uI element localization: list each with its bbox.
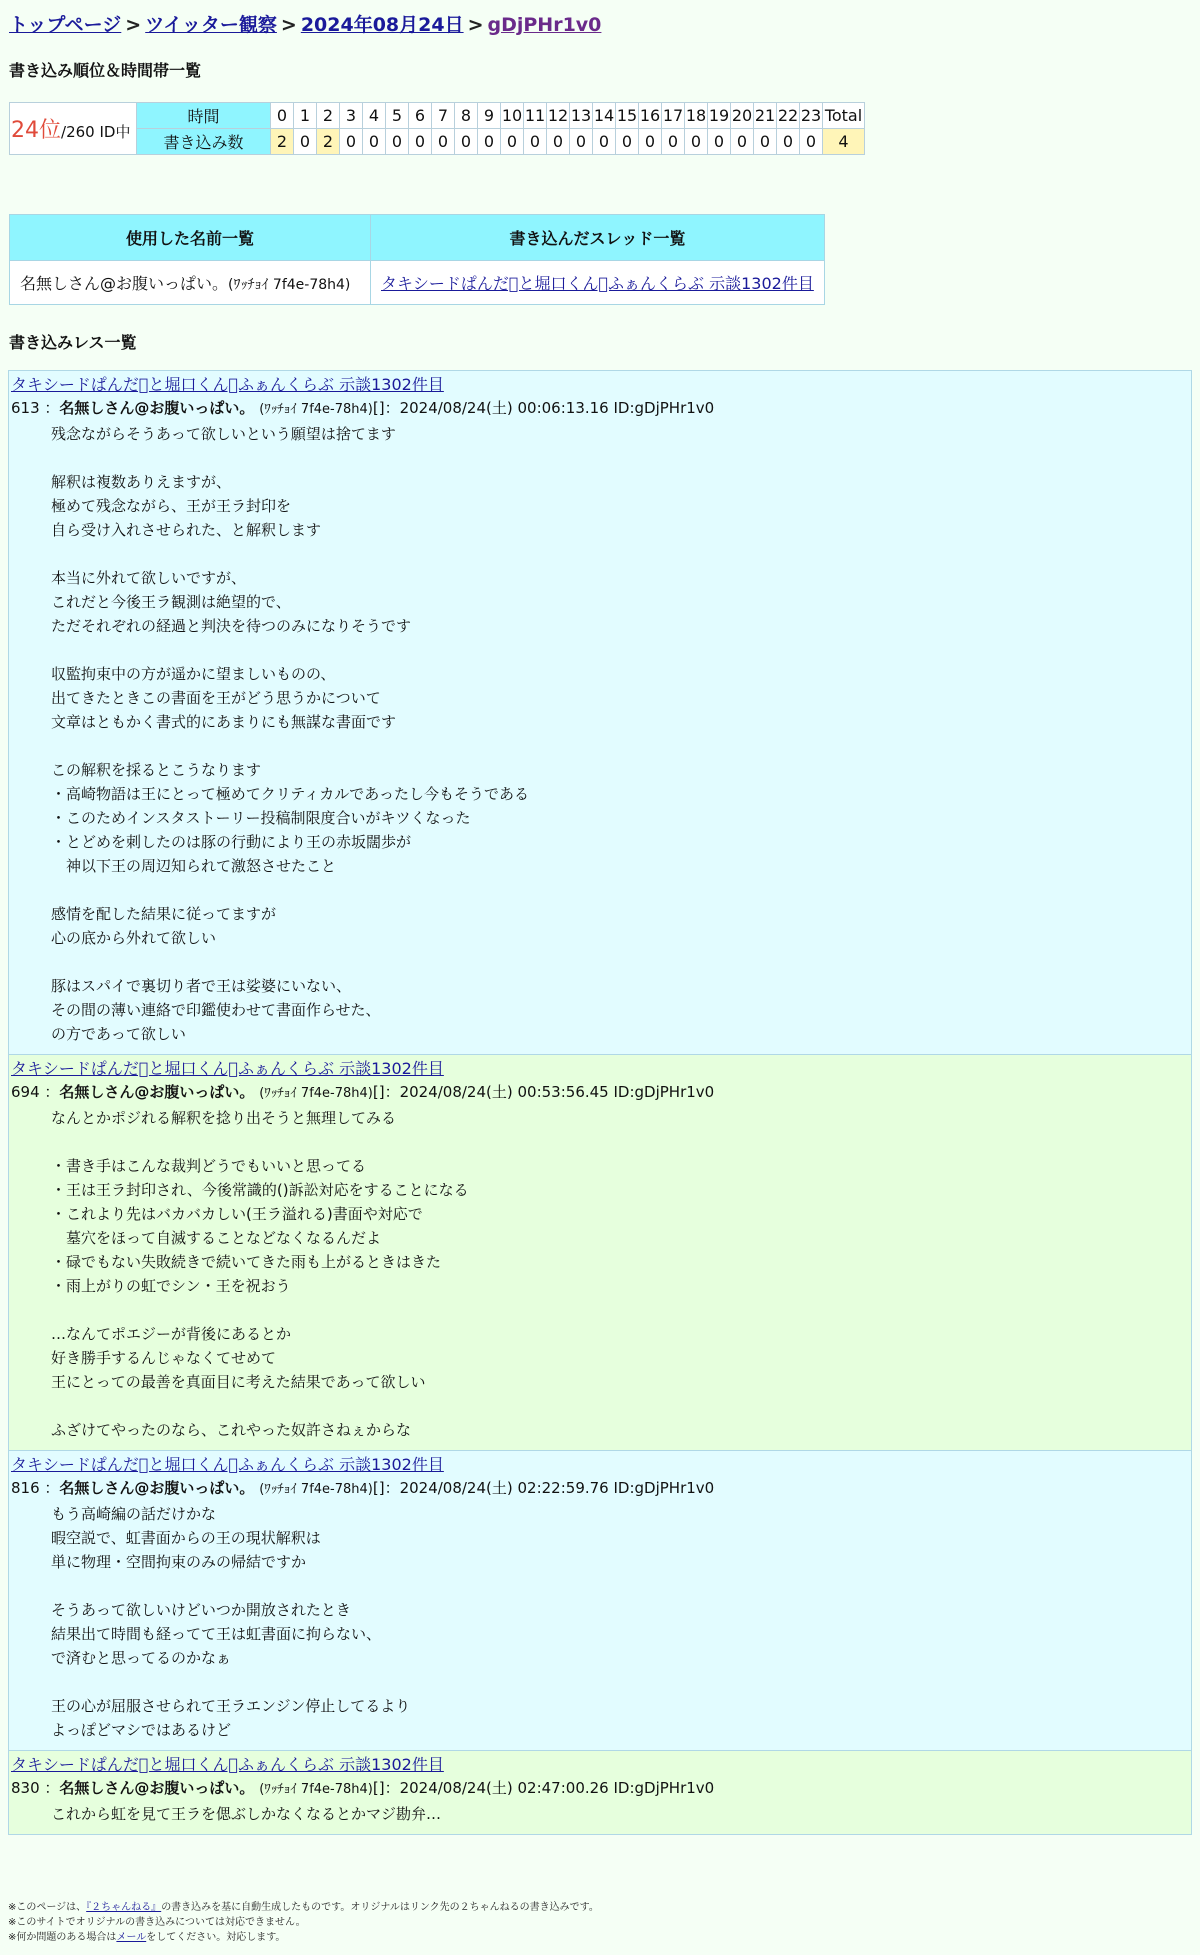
hour-count: 0 [800,129,823,155]
hour-count: 0 [570,129,593,155]
post-item [8,1054,1192,1451]
rank-cell [10,103,137,155]
hour-count: 0 [754,129,777,155]
post-trip: (ﾜｯﾁｮｲ 7f4e-78h4) [259,1482,373,1497]
hour-count: 0 [294,129,317,155]
post-thread-link[interactable]: タキシードぱんだ と堀口くん ふぁんくらぶ 示談1302件目 [11,375,444,394]
hour-header: 17 [662,103,685,129]
footer-line-2: ※このサイトでオリジナルの書き込みについては対応できません。 [8,1917,306,1928]
hour-header: 5 [386,103,409,129]
breadcrumb-twitter-link[interactable]: ツイッター観察 [145,14,277,36]
post-author: 名無しさん@お腹いっぱい。 [59,399,255,417]
breadcrumb [9,10,601,37]
rank-total: /260 ID中 [61,123,131,141]
post-body: 残念ながらそうあって欲しいという願望は捨てます 解釈は複数ありえますが、 極めて残念ながら、王が王ラ封印を 自ら受け入れさせられた、と解釈します 本当に外れて欲しいですが、 これだと今後王ラ観測は絶望的で、 ただそれぞれの経過と判決を待つのみになりそうです 収監拘束中の方が遥かに望ましいものの、 出てきたときこの書面を王がどう思うかについて 文章はともかく書式的にあまりにも無謀な書面です この解釈を採るとこうなります ・高崎物語は王にとって極めてクリティカルであったし今もそうである ・このためインスタストーリー投稿制限度合いがキツくなった ・とどめを刺したのは豚の行動により王の赤坂闊歩が 神以下王の周辺知られて激怒させたこと 感情を配した結果に従ってますが 心の底から外れて欲しい 豚はスパイで裏切り者で王は娑婆にいない、 その間の薄い連絡で印鑑使わせて書面作らせた、 の方であって欲しい [51,425,530,1043]
post-trip: (ﾜｯﾁｮｲ 7f4e-78h4) [259,1086,373,1101]
hour-header: 14 [593,103,616,129]
post-number: 830 [11,1779,40,1797]
post-number: 694 [11,1083,40,1101]
hour-header: 13 [570,103,593,129]
posts-heading: 書き込みレス一覧 [9,333,137,352]
breadcrumb-date-link[interactable]: 2024年08月24日 [300,14,464,36]
hour-header: 2 [317,103,340,129]
total-header: Total [823,103,865,129]
hour-count: 0 [478,129,501,155]
footer-text: の書き込みを基に自動生成したものです。オリジナルはリンク先の２ちゃんねるの書き込みです。 [161,1902,599,1913]
breadcrumb-separator: > [125,14,142,36]
post-item [8,1450,1192,1751]
hourly-table [9,102,865,155]
hour-count: 0 [685,129,708,155]
footer [8,1900,599,1945]
hour-count: 0 [616,129,639,155]
post-list [8,371,1192,1835]
post-meta: []：2024/08/24(土) 00:53:56.45 ID:gDjPHr1v0 [372,1083,715,1101]
hour-header: 20 [731,103,754,129]
hour-count: 0 [777,129,800,155]
footer-2ch-link[interactable]: 『２ちゃんねる』 [86,1902,162,1913]
rank-number: 24 [11,118,39,143]
breadcrumb-separator: > [280,14,297,36]
post-thread-link[interactable]: タキシードぱんだ と堀口くん ふぁんくらぶ 示談1302件目 [11,1059,444,1078]
footer-text: ※何か問題のある場合は [8,1932,117,1943]
hour-count: 2 [317,129,340,155]
footer-text: ※このページは、 [8,1902,87,1913]
hour-header: 8 [455,103,478,129]
hour-count: 0 [547,129,570,155]
footer-line-3 [8,1930,599,1945]
hour-header: 18 [685,103,708,129]
breadcrumb-top-link[interactable]: トップページ [9,14,122,36]
hour-header: 3 [340,103,363,129]
names-threads-table [9,214,825,305]
count-row-label: 書き込み数 [137,129,271,155]
post-header: 830 ：名無しさん@お腹いっぱい。 (ﾜｯﾁｮｲ 7f4e-78h4)[]：2024/08/24(土) 02:47:00.26 ID:gDjPHr1v0 [11,1779,715,1797]
footer-line-1 [8,1900,599,1915]
post-trip: (ﾜｯﾁｮｲ 7f4e-78h4) [259,1782,373,1797]
post-meta: []：2024/08/24(土) 00:06:13.16 ID:gDjPHr1v0 [372,399,715,417]
post-body: なんとかポジれる解釈を捻り出そうと無理してみる ・書き手はこんな裁判どうでもいいと思ってる ・王は王ラ封印され、今後常識的()訴訟対応をすることになる ・これより先はバカバカしい(王ラ溢れる)書面や対応で 墓穴をほって自滅することなどなくなるんだよ ・碌でもない失敗続きで続いてきた雨も上がるときはきた ・雨上がりの虹でシン・王を祝おう …なんてポエジーが背後にあるとか 好き勝手するんじゃなくてせめて 王にとっての最善を真面目に考えた結果であって欲しい ふざけてやったのなら、これやった奴許さねぇからな [51,1109,469,1439]
post-number: 613 [11,399,40,417]
threads-header: 書き込んだスレッド一覧 [371,215,825,261]
hour-count: 0 [432,129,455,155]
post-author: 名無しさん@お腹いっぱい。 [59,1779,255,1797]
breadcrumb-separator: > [467,14,484,36]
hour-header: 6 [409,103,432,129]
total-count: 4 [823,129,865,155]
breadcrumb-current-id[interactable]: gDjPHr1v0 [487,14,602,36]
hour-header: 10 [501,103,524,129]
hour-header: 7 [432,103,455,129]
post-header: 816 ：名無しさん@お腹いっぱい。 (ﾜｯﾁｮｲ 7f4e-78h4)[]：2024/08/24(土) 02:22:59.76 ID:gDjPHr1v0 [11,1479,715,1497]
hour-header: 23 [800,103,823,129]
post-item [8,1750,1192,1835]
post-header: 613 ：名無しさん@お腹いっぱい。 (ﾜｯﾁｮｲ 7f4e-78h4)[]：2024/08/24(土) 00:06:13.16 ID:gDjPHr1v0 [11,399,715,417]
hour-count: 0 [409,129,432,155]
thread-cell [371,261,825,305]
hour-count: 0 [386,129,409,155]
hour-count: 2 [271,129,294,155]
hour-header: 12 [547,103,570,129]
hour-header: 11 [524,103,547,129]
rank-heading: 書き込み順位＆時間帯一覧 [9,61,202,80]
hour-count: 0 [708,129,731,155]
hour-header: 4 [363,103,386,129]
hour-count: 0 [662,129,685,155]
footer-mail-link[interactable]: メール [116,1932,147,1943]
hour-count: 0 [731,129,754,155]
hour-count: 0 [593,129,616,155]
hour-header: 21 [754,103,777,129]
time-row-label: 時間 [137,103,271,129]
post-trip: (ﾜｯﾁｮｲ 7f4e-78h4) [259,402,373,417]
post-body: これから虹を見て王ラを偲ぶしかなくなるとかマジ勘弁… [51,1805,442,1823]
hour-count: 0 [363,129,386,155]
hour-header: 19 [708,103,731,129]
post-thread-link[interactable]: タキシードぱんだ と堀口くん ふぁんくらぶ 示談1302件目 [11,1455,444,1474]
hour-count: 0 [455,129,478,155]
hour-header: 16 [639,103,662,129]
hour-count: 0 [524,129,547,155]
names-header: 使用した名前一覧 [10,215,371,261]
hour-count: 0 [340,129,363,155]
post-header: 694 ：名無しさん@お腹いっぱい。 (ﾜｯﾁｮｲ 7f4e-78h4)[]：2024/08/24(土) 00:53:56.45 ID:gDjPHr1v0 [11,1083,715,1101]
post-meta: []：2024/08/24(土) 02:22:59.76 ID:gDjPHr1v0 [372,1479,715,1497]
post-body: もう高崎編の話だけかな 暇空説で、虹書面からの王の現状解釈は 単に物理・空間拘束のみの帰結ですか そうあって欲しいけどいつか開放されたとき 結果出て時間も経ってて王は虹書面に拘らない、 で済むと思ってるのかなぁ 王の心が屈服させられて王ラエンジン停止してるより よっぽどマシではあるけど [51,1505,411,1739]
post-meta: []：2024/08/24(土) 02:47:00.26 ID:gDjPHr1v0 [372,1779,715,1797]
hour-header: 22 [777,103,800,129]
post-item [8,370,1192,1055]
thread-link[interactable]: タキシードぱんだ と堀口くん ふぁんくらぶ 示談1302件目 [381,274,814,293]
hour-header: 1 [294,103,317,129]
post-thread-link[interactable]: タキシードぱんだ と堀口くん ふぁんくらぶ 示談1302件目 [11,1755,444,1774]
rank-suffix: 位 [39,118,62,143]
name-cell [10,261,371,305]
footer-text: をしてください。対応します。 [146,1932,286,1943]
post-author: 名無しさん@お腹いっぱい。 [59,1479,255,1497]
hour-count: 0 [501,129,524,155]
hour-header: 15 [616,103,639,129]
hour-count: 0 [639,129,662,155]
used-trip: (ﾜｯﾁｮｲ 7f4e-78h4) [228,277,351,293]
post-number: 816 [11,1479,40,1497]
used-name: 名無しさん@お腹いっぱい。 [20,274,229,293]
hour-header: 9 [478,103,501,129]
post-author: 名無しさん@お腹いっぱい。 [59,1083,255,1101]
hour-header: 0 [271,103,294,129]
